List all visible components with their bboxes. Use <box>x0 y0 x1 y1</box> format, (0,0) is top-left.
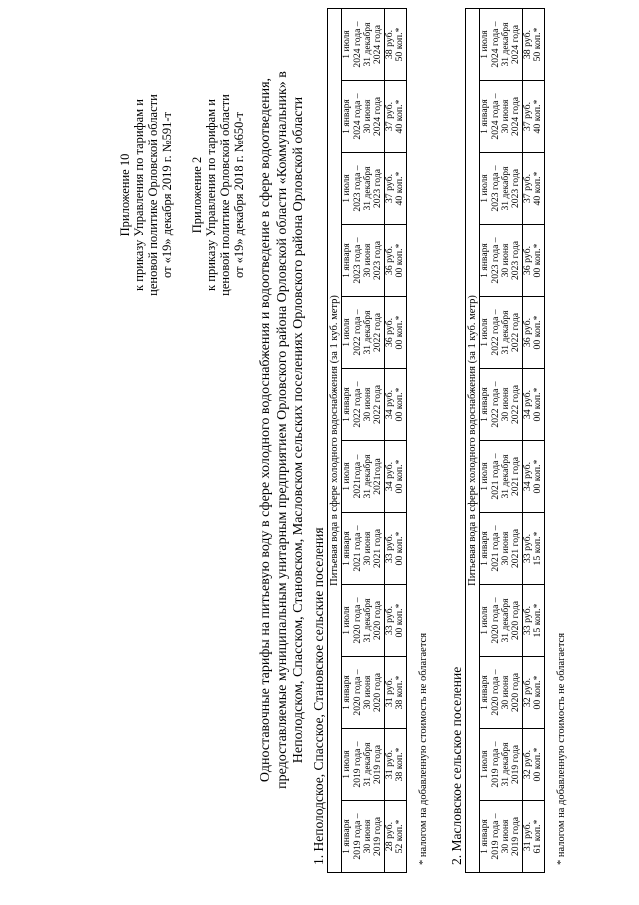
period-line: 31 декабря <box>500 310 512 355</box>
period-cell <box>342 9 384 81</box>
appendix-10-line: к приказу Управления по тарифам и <box>132 99 146 291</box>
period-line: 2023 года – <box>489 237 501 284</box>
tariff-value-line: 36 руб. <box>383 317 395 348</box>
period-line: 1 июля <box>341 318 353 347</box>
periods-row <box>480 9 522 873</box>
period-line: 2024 года – <box>489 21 501 68</box>
tariff-value-cell <box>522 153 544 225</box>
period-line: 2024 года <box>510 97 522 136</box>
period-line: 1 июля <box>479 174 491 203</box>
table-header-row <box>328 9 342 873</box>
period-line: 2020 года – <box>351 597 363 644</box>
period-line: 2021 года – <box>489 525 501 572</box>
period-line: 2023 года <box>510 241 522 280</box>
tariff-value-line: 31 руб. <box>383 749 395 780</box>
period-line: 2021года – <box>351 454 363 499</box>
tariff-value-line: 36 руб. <box>521 317 533 348</box>
tariff-value-cell <box>522 657 544 729</box>
tariff-value-cell <box>384 369 406 441</box>
period-line: 2019 года <box>372 745 384 784</box>
tariff-value-cell <box>384 225 406 297</box>
tariff-value-line: 31 руб. <box>383 677 395 708</box>
tariff-value-line: 37 руб. <box>383 173 395 204</box>
period-line: 31 декабря <box>500 598 512 643</box>
tariff-value-line: 00 коп.* <box>532 387 544 422</box>
period-line: 31 декабря <box>500 166 512 211</box>
tariff-value-line: 00 коп.* <box>532 459 544 494</box>
period-cell <box>480 369 522 441</box>
period-line: 1 июля <box>341 30 353 59</box>
period-line: 1 января <box>341 387 353 422</box>
period-line: 2019 года – <box>489 741 501 788</box>
period-line: 1 июля <box>479 462 491 491</box>
period-line: 1 июля <box>479 318 491 347</box>
period-cell <box>480 513 522 585</box>
periods-row <box>342 9 384 873</box>
period-line: 2019 года – <box>489 813 501 860</box>
period-line: 31 декабря <box>362 22 374 67</box>
period-cell <box>480 729 522 801</box>
period-line: 30 июня <box>362 675 374 710</box>
period-line: 2020 года <box>372 673 384 712</box>
period-line: 2020 года <box>372 601 384 640</box>
appendix-2-line: к приказу Управления по тарифам и <box>204 99 218 291</box>
tariff-value-line: 38 руб. <box>521 29 533 60</box>
tariff-value-line: 15 коп.* <box>532 531 544 566</box>
period-line: 30 июня <box>500 819 512 854</box>
period-line: 2021 года <box>510 529 522 568</box>
heading-line: Одноставочные тарифы на питьевую воду в сфере холодного водоснабжения и водоотведение в сфере водоотведения, <box>258 77 273 783</box>
period-line: 2022 года <box>372 385 384 424</box>
period-cell <box>342 657 384 729</box>
period-cell <box>342 801 384 873</box>
tariff-value-line: 34 руб. <box>521 389 533 420</box>
period-cell <box>480 801 522 873</box>
tariff-value-line: 40 коп.* <box>394 99 406 134</box>
period-line: 1 января <box>479 819 491 854</box>
period-line: 31 декабря <box>362 166 374 211</box>
tariff-value-line: 31 руб. <box>521 821 533 852</box>
period-line: 1 июля <box>341 174 353 203</box>
tariff-value-cell <box>522 513 544 585</box>
tariff-value-cell <box>384 801 406 873</box>
tariff-value-cell <box>522 585 544 657</box>
period-line: 2024 года – <box>489 93 501 140</box>
tariff-value-cell <box>384 9 406 81</box>
period-line: 2023 года – <box>351 165 363 212</box>
period-line: 1 июля <box>341 606 353 635</box>
period-line: 2022 года <box>372 313 384 352</box>
period-line: 31 декабря <box>500 742 512 787</box>
tariff-value-line: 36 руб. <box>383 245 395 276</box>
appendix-2-block <box>190 30 246 360</box>
tariff-value-line: 50 коп.* <box>532 27 544 62</box>
tariff-value-line: 37 руб. <box>383 101 395 132</box>
heading-line: предоставляемые муниципальным унитарным предприятием Орловского района Орловской области «Коммунальник» в <box>274 71 290 789</box>
section-1-tariff-table <box>327 8 407 873</box>
tariff-value-line: 00 коп.* <box>532 747 544 782</box>
appendix-2-line: от «19» декабря 2018 г. №650-т <box>232 112 246 279</box>
tariff-value-line: 00 коп.* <box>394 459 406 494</box>
period-line: 1 января <box>479 99 491 134</box>
period-line: 1 января <box>479 531 491 566</box>
period-cell <box>480 9 522 81</box>
period-line: 1 июля <box>341 462 353 491</box>
period-line: 2023 года <box>372 241 384 280</box>
tariff-value-line: 37 руб. <box>521 173 533 204</box>
period-cell <box>342 81 384 153</box>
period-line: 1 июля <box>341 750 353 779</box>
period-line: 2020 года – <box>489 597 501 644</box>
period-line: 2021 года – <box>351 525 363 572</box>
period-cell <box>480 585 522 657</box>
appendix-10-line: Приложение 10 <box>118 153 132 237</box>
tariff-value-cell <box>384 585 406 657</box>
appendix-2-line: ценовой политике Орловской области <box>218 94 232 296</box>
period-line: 1 января <box>479 243 491 278</box>
tariff-value-cell <box>522 297 544 369</box>
period-line: 30 июня <box>362 819 374 854</box>
heading-line: Неполодском, Спасском, Становском, Масловском сельских поселениях Орловского района Орловской области <box>291 96 307 764</box>
period-line: 2020 года <box>510 601 522 640</box>
values-row <box>384 9 406 873</box>
period-line: 2021 года – <box>489 453 501 500</box>
tariff-value-cell <box>522 801 544 873</box>
tariff-value-cell <box>522 369 544 441</box>
tariff-value-cell <box>522 729 544 801</box>
tariff-value-cell <box>384 513 406 585</box>
period-line: 2020 года – <box>351 669 363 716</box>
period-line: 2023 года <box>372 169 384 208</box>
tariff-value-cell <box>522 9 544 81</box>
tariff-value-line: 33 руб. <box>383 533 395 564</box>
period-line: 2023 года – <box>351 237 363 284</box>
period-cell <box>480 441 522 513</box>
period-line: 31 декабря <box>500 454 512 499</box>
period-line: 30 июня <box>500 531 512 566</box>
vat-note: * налогом на добавленную стоимость не облагается <box>556 632 567 865</box>
tariff-value-cell <box>522 225 544 297</box>
tariff-value-line: 00 коп.* <box>532 243 544 278</box>
period-line: 1 июля <box>479 606 491 635</box>
tariff-value-line: 00 коп.* <box>532 675 544 710</box>
period-line: 2022 года – <box>489 381 501 428</box>
tariff-value-cell <box>522 81 544 153</box>
tariff-value-line: 00 коп.* <box>394 531 406 566</box>
period-line: 30 июня <box>500 99 512 134</box>
period-line: 2024 года <box>510 25 522 64</box>
period-line: 2024 года <box>372 25 384 64</box>
table-header: Питьевая вода в сфере холодного водоснабжения (за 1 куб. метр) <box>466 9 480 873</box>
tariff-value-line: 40 коп.* <box>532 99 544 134</box>
period-line: 31 декабря <box>362 598 374 643</box>
period-line: 2019 года <box>510 745 522 784</box>
period-line: 2019 года <box>510 817 522 856</box>
period-line: 30 июня <box>362 243 374 278</box>
tariff-value-cell <box>384 153 406 225</box>
period-cell <box>342 225 384 297</box>
period-line: 2022 года – <box>351 309 363 356</box>
tariff-value-line: 00 коп.* <box>394 387 406 422</box>
period-line: 2022 года <box>510 385 522 424</box>
period-line: 30 июня <box>362 387 374 422</box>
period-line: 2019 года – <box>351 813 363 860</box>
period-line: 2021 года <box>510 457 522 496</box>
period-line: 1 января <box>341 243 353 278</box>
document-heading <box>258 0 308 865</box>
tariff-value-cell <box>384 657 406 729</box>
tariff-value-cell <box>384 729 406 801</box>
vat-note: * налогом на добавленную стоимость не облагается <box>418 632 429 865</box>
period-cell <box>342 729 384 801</box>
tariff-value-cell <box>522 441 544 513</box>
period-line: 2019 года <box>372 817 384 856</box>
tariff-value-cell <box>384 297 406 369</box>
period-line: 2022 года – <box>489 309 501 356</box>
period-line: 2020 года <box>510 673 522 712</box>
tariff-value-line: 34 руб. <box>521 461 533 492</box>
tariff-value-line: 33 руб. <box>521 605 533 636</box>
period-line: 30 июня <box>500 387 512 422</box>
period-line: 2021 года <box>372 529 384 568</box>
period-cell <box>480 81 522 153</box>
tariff-value-line: 00 коп.* <box>394 243 406 278</box>
period-line: 30 июня <box>500 675 512 710</box>
period-line: 2024 года – <box>351 21 363 68</box>
period-line: 2023 года <box>510 169 522 208</box>
tariff-value-line: 34 руб. <box>383 461 395 492</box>
appendix-10-line: от «19» декабря 2019 г. №591-т <box>160 112 174 279</box>
tariff-value-line: 15 коп.* <box>532 603 544 638</box>
section-1-title: 1. Неполодское, Спасское, Становское сельские поселения <box>311 527 326 865</box>
period-line: 2022 года – <box>351 381 363 428</box>
tariff-value-line: 00 коп.* <box>394 603 406 638</box>
tariff-value-line: 36 руб. <box>521 245 533 276</box>
period-cell <box>480 225 522 297</box>
tariff-value-line: 00 коп.* <box>532 315 544 350</box>
values-row <box>522 9 544 873</box>
tariff-value-line: 61 коп.* <box>532 819 544 854</box>
period-cell <box>480 297 522 369</box>
period-line: 2024 года – <box>351 93 363 140</box>
period-cell <box>342 513 384 585</box>
period-line: 31 декабря <box>362 454 374 499</box>
tariff-value-line: 40 коп.* <box>532 171 544 206</box>
period-cell <box>342 297 384 369</box>
period-line: 1 января <box>479 387 491 422</box>
tariff-value-line: 52 коп.* <box>394 819 406 854</box>
tariff-value-line: 38 коп.* <box>394 675 406 710</box>
tariff-value-line: 28 руб. <box>383 821 395 852</box>
period-line: 2020 года – <box>489 669 501 716</box>
period-line: 1 января <box>341 531 353 566</box>
tariff-value-line: 00 коп.* <box>394 315 406 350</box>
tariff-value-line: 38 коп.* <box>394 747 406 782</box>
tariff-value-line: 34 руб. <box>383 389 395 420</box>
period-line: 31 декабря <box>500 22 512 67</box>
period-line: 2019 года – <box>351 741 363 788</box>
appendix-2-line: Приложение 2 <box>190 156 204 234</box>
period-line: 2021года <box>372 458 384 495</box>
section-2-tariff-table <box>465 8 545 873</box>
table-header: Питьевая вода в сфере холодного водоснабжения (за 1 куб. метр) <box>328 9 342 873</box>
period-line: 1 января <box>341 675 353 710</box>
period-line: 2024 года <box>372 97 384 136</box>
period-line: 30 июня <box>362 531 374 566</box>
period-cell <box>342 153 384 225</box>
period-line: 30 июня <box>362 99 374 134</box>
appendix-10-block <box>118 30 174 360</box>
period-line: 2023 года – <box>489 165 501 212</box>
period-cell <box>342 585 384 657</box>
tariff-value-line: 32 руб. <box>521 677 533 708</box>
period-line: 31 декабря <box>362 310 374 355</box>
tariff-value-cell <box>384 81 406 153</box>
period-line: 1 января <box>341 819 353 854</box>
tariff-value-line: 37 руб. <box>521 101 533 132</box>
period-cell <box>480 657 522 729</box>
tariff-value-line: 32 руб. <box>521 749 533 780</box>
period-line: 2022 года <box>510 313 522 352</box>
period-cell <box>480 153 522 225</box>
period-line: 1 января <box>341 99 353 134</box>
period-line: 1 июля <box>479 750 491 779</box>
tariff-value-line: 50 коп.* <box>394 27 406 62</box>
tariff-value-line: 40 коп.* <box>394 171 406 206</box>
period-cell <box>342 441 384 513</box>
tariff-value-line: 33 руб. <box>383 605 395 636</box>
table-header-row <box>466 9 480 873</box>
period-line: 30 июня <box>500 243 512 278</box>
tariff-value-line: 38 руб. <box>383 29 395 60</box>
section-2-title: 2. Масловское сельское поселение <box>449 666 464 865</box>
appendix-10-line: ценовой политике Орловской области <box>146 94 160 296</box>
period-line: 31 декабря <box>362 742 374 787</box>
period-line: 1 июля <box>479 30 491 59</box>
tariff-value-cell <box>384 441 406 513</box>
period-line: 1 января <box>479 675 491 710</box>
period-cell <box>342 369 384 441</box>
tariff-value-line: 33 руб. <box>521 533 533 564</box>
